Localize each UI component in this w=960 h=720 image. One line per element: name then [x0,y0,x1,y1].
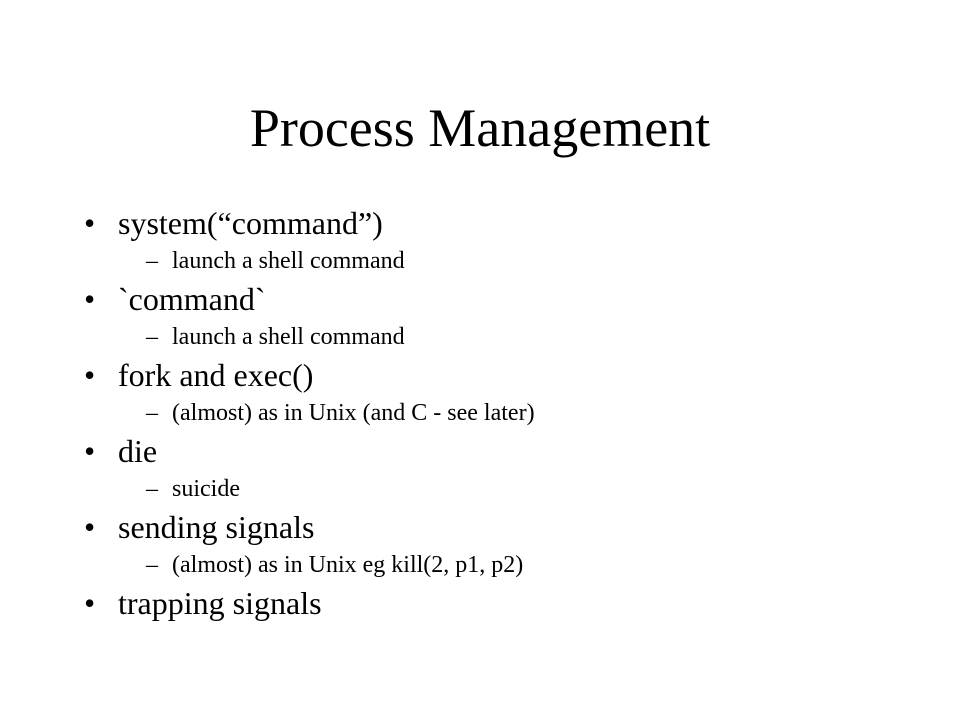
bullet-item [84,278,924,320]
bullet-text: `command` [118,281,266,317]
bullet-text: fork and exec() [118,357,314,393]
bullet-dot-icon: • [84,509,96,545]
bullet-dot-icon: • [84,357,96,393]
bullet-dot-icon: • [84,585,96,621]
bullet-dot-icon: • [84,205,96,241]
bullet-item [84,430,924,472]
sub-bullet-text: suicide [172,476,240,502]
dash-icon: – [146,400,158,426]
dash-icon: – [146,248,158,274]
sub-bullet-item [84,472,924,506]
sub-bullet-text: (almost) as in Unix (and C - see later) [172,400,535,426]
bullet-dot-icon: • [84,433,96,469]
dash-icon: – [146,552,158,578]
bullet-list [84,202,924,624]
bullet-text: die [118,433,158,469]
bullet-item [84,582,924,624]
sub-bullet-text: launch a shell command [172,248,405,274]
bullet-text: trapping signals [118,585,322,621]
bullet-text: sending signals [118,509,315,545]
sub-bullet-text: (almost) as in Unix eg kill(2, p1, p2) [172,552,524,578]
sub-bullet-item [84,244,924,278]
sub-bullet-item [84,320,924,354]
dash-icon: – [146,476,158,502]
bullet-item [84,354,924,396]
slide-title: Process Management [249,98,711,158]
dash-icon: – [146,324,158,350]
bullet-item [84,506,924,548]
bullet-text: system(“command”) [118,205,383,241]
sub-bullet-text: launch a shell command [172,324,405,350]
sub-bullet-item [84,548,924,582]
bullet-dot-icon: • [84,281,96,317]
sub-bullet-item [84,396,924,430]
bullet-item [84,202,924,244]
